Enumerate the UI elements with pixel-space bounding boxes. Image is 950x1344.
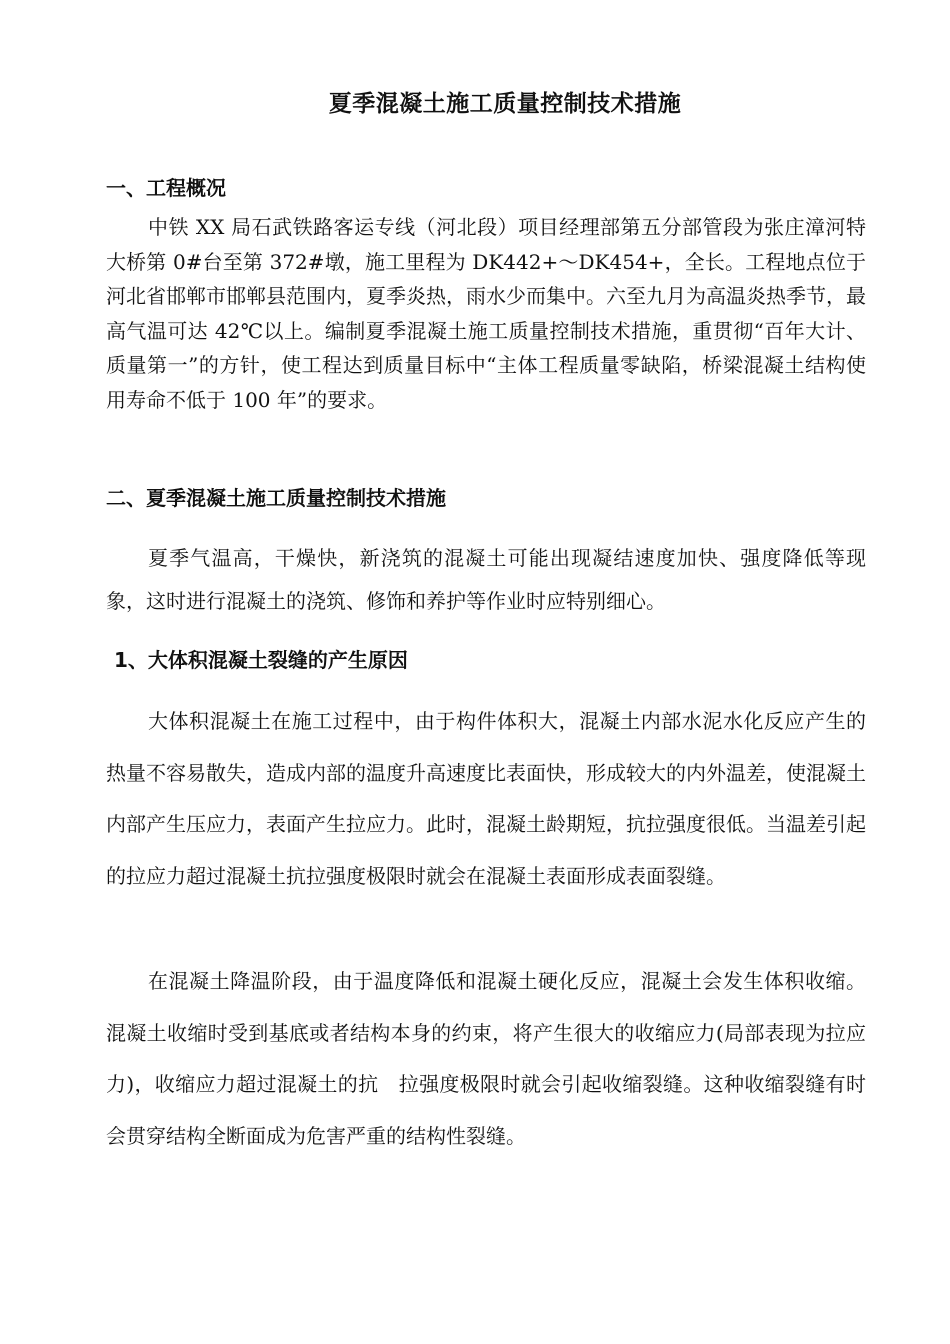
paragraph-shrinkage-cracks: 在混凝土降温阶段，由于温度降低和混凝土硬化反应，混凝土会发生体积收缩。混凝土收缩时受到基底或者结构本身的约束，将产生很大的收缩应力(局部表现为拉应力)，收缩应力超过混凝土的抗 拉强度极限时就会引起收缩裂缝。这种收缩裂缝有时会贯穿结构全断面成为危害严重的结构性裂缝。	[106, 969, 866, 1148]
subsection-heading-crack-causes: 1、大体积混凝土裂缝的产生原因	[114, 648, 408, 672]
document-title: 夏季混凝土施工质量控制技术措施	[328, 91, 682, 117]
section-heading-measures: 二、夏季混凝土施工质量控制技术措施	[106, 486, 446, 510]
paragraph-project-overview: 中铁 XX 局石武铁路客运专线（河北段）项目经理部第五分部管段为张庄漳河特大桥第 0#台至第 372#墩，施工里程为 DK442+～DK454+，全长。工程地点位于河北省邯郸市邯郸县范围内，夏季炎热，雨水少而集中。六至九月为高温炎热季节，最高气温可达 42℃以上。编制夏季混凝土施工质量控制技术措施，重贯彻“百年大计、质量第一”的方针，使工程达到质量目标中“主体工程质量零缺陷，桥梁混凝土结构使用寿命不低于 100 年”的要求。	[106, 215, 866, 412]
paragraph-summer-conditions: 夏季气温高，干燥快，新浇筑的混凝土可能出现凝结速度加快、强度降低等现象，这时进行混凝土的浇筑、修饰和养护等作业时应特别细心。	[106, 546, 866, 613]
paragraph-surface-cracks: 大体积混凝土在施工过程中，由于构件体积大，混凝土内部水泥水化反应产生的热量不容易散失，造成内部的温度升高速度比表面快，形成较大的内外温差，使混凝土内部产生压应力，表面产生拉应力。此时，混凝土龄期短，抗拉强度很低。当温差引起的拉应力超过混凝土抗拉强度极限时就会在混凝土表面形成表面裂缝。	[106, 709, 866, 888]
section-heading-overview: 一、工程概况	[106, 176, 226, 200]
